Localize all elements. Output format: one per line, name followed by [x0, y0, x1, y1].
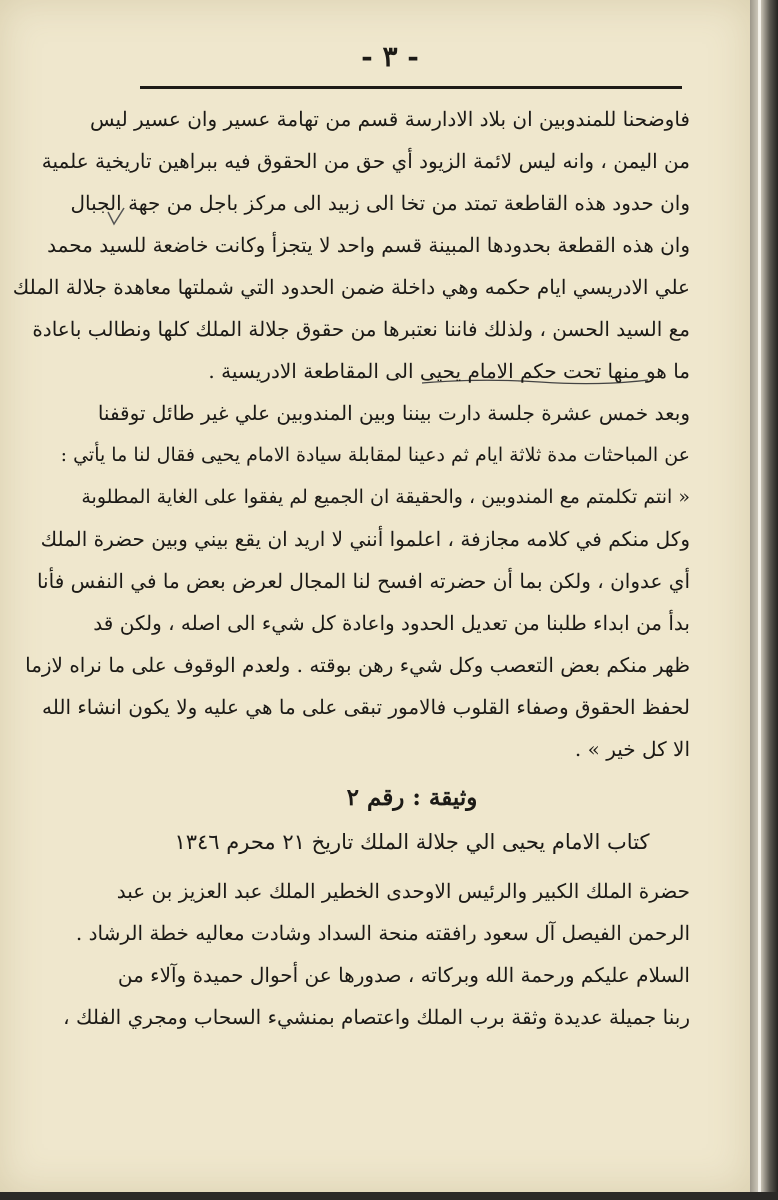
letter-line: ربنا جميلة عديدة وثقة برب الملك واعتصام بمنشيء السحاب ومجري الفلك ، [63, 1005, 690, 1029]
text-line: ظهر منكم بعض التعصب وكل شيء رهن بوقته . ولعدم الوقوف على ما نراه لازما [25, 653, 690, 677]
document-heading: وثيقة : رقم ٢ [346, 784, 478, 811]
text-line: مع السيد الحسن ، ولذلك فاننا نعتبرها من حقوق جلالة الملك كلها ونطالب باعادة [32, 317, 690, 341]
text-line: من اليمن ، وانه ليس لائمة الزيود أي حق من الحقوق فيه ببراهين تاريخية علمية [41, 149, 690, 173]
header-rule [140, 86, 682, 89]
text-line: أي عدوان ، ولكن بما أن حضرته افسح لنا المجال لعرض بعض ما في النفس فأنا [36, 569, 690, 593]
letter-line: حضرة الملك الكبير والرئيس الاوحدى الخطير الملك عبد العزيز بن عبد [116, 879, 690, 903]
page-bottom-edge [0, 1192, 778, 1200]
text-line: لحفظ الحقوق وصفاء القلوب فالامور تبقى على ما هي عليه ولا يكون انشاء الله [42, 695, 690, 719]
document-subheading: كتاب الامام يحيى الي جلالة الملك تاريخ ٢١ محرم ١٣٤٦ [174, 830, 650, 854]
text-line: بدأ من ابداء طلبنا من تعديل الحدود واعادة كل شيء الى اصله ، ولكن قد [93, 611, 690, 635]
text-line: فاوضحنا للمندوبين ان بلاد الادارسة قسم من تهامة عسير وان عسير ليس [90, 107, 690, 131]
text-line: وبعد خمس عشرة جلسة دارت بيننا وبين المندوبين علي غير طائل توقفنا [97, 401, 690, 425]
text-line: وان حدود هذه القاطعة تمتد من تخا الى زبيد الى مركز باجل من جهة الجبال [70, 191, 690, 215]
book-binding-edge [750, 0, 778, 1200]
page-number: - ٣ - [361, 40, 419, 73]
text-line: عن المباحثات مدة ثلاثة ايام ثم دعينا لمقابلة سيادة الامام يحيى فقال لنا ما يأتي : [60, 444, 690, 466]
text-line: علي الادريسي ايام حكمه وهي داخلة ضمن الحدود التي شملتها معاهدة جلالة الملك [12, 275, 690, 299]
text-line: « انتم تكلمتم مع المندوبين ، والحقيقة ان الجميع لم يفقوا على الغاية المطلوبة [81, 486, 690, 508]
letter-line: الرحمن الفيصل آل سعود رافقته منحة السداد وشادت معاليه خطة الرشاد . [75, 921, 690, 945]
body-text [12, 98, 690, 1038]
text-line: وكل منكم في كلامه مجازفة ، اعلموا أنني لا اريد ان يقع بيني وبين حضرة الملك [40, 527, 690, 551]
letter-line: السلام عليكم ورحمة الله وبركاته ، صدورها عن أحوال حميدة وآلاء من [117, 963, 690, 987]
text-line: ما هو منها تحت حكم الامام يحيى الى المقاطعة الادريسية . [208, 359, 690, 383]
text-line: وان هذه القطعة بحدودها المبينة قسم واحد لا يتجزأ وكانت خاضعة للسيد محمد [47, 233, 690, 257]
text-line: الا كل خير » . [574, 737, 690, 761]
